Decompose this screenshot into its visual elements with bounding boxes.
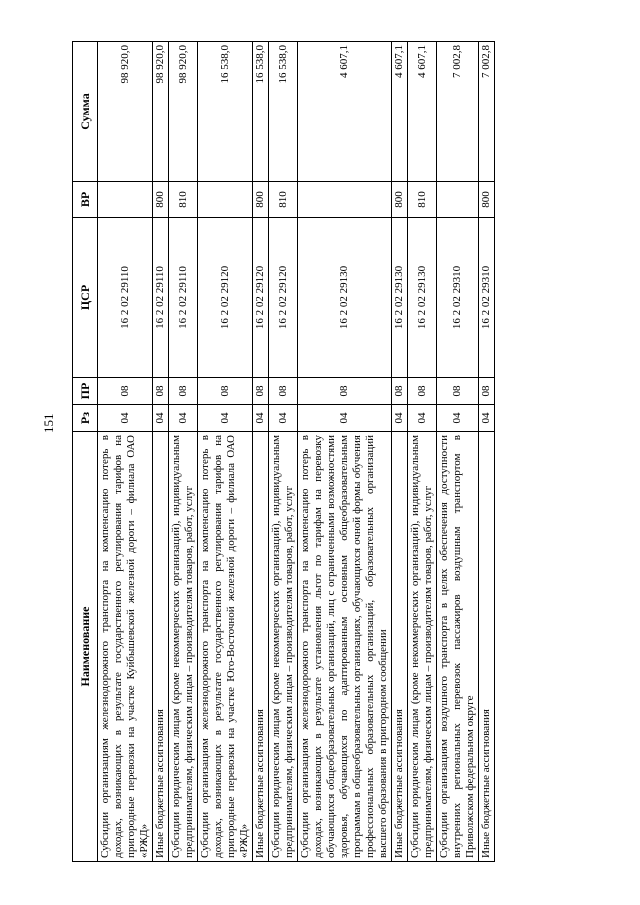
row-pr: 08 xyxy=(479,378,495,405)
row-csr: 16 2 02 29130 xyxy=(298,218,392,378)
row-vr: 800 xyxy=(479,182,495,218)
row-csr: 16 2 02 29130 xyxy=(392,218,408,378)
row-rz: 04 xyxy=(253,405,269,432)
row-pr: 08 xyxy=(169,378,198,405)
table-row xyxy=(408,42,437,862)
row-csr: 16 2 02 29310 xyxy=(437,218,479,378)
row-name: Субсидии организациям железнодорожного транспорта на компенсацию потерь в доходах, возникающих в результате государственного регулирования тарифов на пригородные перевозки на участке Юго-Восточной железной дороги – филиала ОАО «РЖД» xyxy=(198,432,253,862)
row-name: Субсидии организациям железнодорожного транспорта на компенсацию потерь в доходах, возникающих в результате установления льгот по тарифам на перевозку обучающихся общеобразовательных организаций, лиц с ограниченными возможностями здоровья, обучающихся по адаптированным основным общеобразовательным программам в общеобразовательных организациях, обучающихся очной формы обучения профессиональных образовательных организаций, образовательных организаций высшего образования в пригородном сообщении xyxy=(298,432,392,862)
row-name: Субсидии юридическим лицам (кроме некоммерческих организаций), индивидуальным предпринимателям, физическим лицам – производителям товаров, работ, услуг xyxy=(408,432,437,862)
row-vr: 800 xyxy=(153,182,169,218)
table-row xyxy=(98,42,153,862)
row-vr: 800 xyxy=(253,182,269,218)
row-name: Иные бюджетные ассигнования xyxy=(392,432,408,862)
row-sum: 4 607,1 xyxy=(408,42,437,182)
row-pr: 08 xyxy=(98,378,153,405)
row-sum: 98 920,0 xyxy=(98,42,153,182)
row-vr xyxy=(437,182,479,218)
row-vr xyxy=(198,182,253,218)
header-vr: ВР xyxy=(73,182,98,218)
row-name: Субсидии организациям железнодорожного транспорта на компенсацию потерь в доходах, возникающих в результате государственного регулирования тарифов на пригородные перевозки на участке Куйбышевской железной дороги – филиала ОАО «РЖД» xyxy=(98,432,153,862)
row-vr xyxy=(298,182,392,218)
row-rz: 04 xyxy=(98,405,153,432)
header-csr: ЦСР xyxy=(73,218,98,378)
row-csr: 16 2 02 29310 xyxy=(479,218,495,378)
table-row xyxy=(153,42,169,862)
row-rz: 04 xyxy=(169,405,198,432)
row-rz: 04 xyxy=(408,405,437,432)
row-rz: 04 xyxy=(269,405,298,432)
row-vr: 810 xyxy=(269,182,298,218)
row-sum: 16 538,0 xyxy=(253,42,269,182)
row-name: Субсидии юридическим лицам (кроме некоммерческих организаций), индивидуальным предпринимателям, физическим лицам – производителям товаров, работ, услуг xyxy=(269,432,298,862)
table-row xyxy=(437,42,479,862)
row-csr: 16 2 02 29110 xyxy=(98,218,153,378)
table-header-row xyxy=(73,42,98,862)
row-vr xyxy=(98,182,153,218)
row-rz: 04 xyxy=(153,405,169,432)
row-name: Иные бюджетные ассигнования xyxy=(479,432,495,862)
table-row xyxy=(169,42,198,862)
row-name: Иные бюджетные ассигнования xyxy=(153,432,169,862)
rotated-page-content xyxy=(72,42,629,862)
row-sum: 98 920,0 xyxy=(169,42,198,182)
budget-table xyxy=(72,41,495,862)
row-csr: 16 2 02 29130 xyxy=(408,218,437,378)
header-rz: Рз xyxy=(73,405,98,432)
header-name: Наименование xyxy=(73,432,98,862)
header-sum: Сумма xyxy=(73,42,98,182)
row-pr: 08 xyxy=(298,378,392,405)
row-pr: 08 xyxy=(437,378,479,405)
row-rz: 04 xyxy=(479,405,495,432)
row-pr: 08 xyxy=(269,378,298,405)
row-name: Субсидии организациям воздушного транспорта в целях обеспечения доступности внутренних региональных перевозок пассажиров воздушным транспортом в Приволжском федеральном округе xyxy=(437,432,479,862)
row-sum: 7 002,8 xyxy=(437,42,479,182)
row-sum: 98 920,0 xyxy=(153,42,169,182)
table-row xyxy=(298,42,392,862)
row-rz: 04 xyxy=(198,405,253,432)
row-sum: 4 607,1 xyxy=(392,42,408,182)
table-row xyxy=(479,42,495,862)
row-sum: 7 002,8 xyxy=(479,42,495,182)
row-name: Субсидии юридическим лицам (кроме некоммерческих организаций), индивидуальным предпринимателям, физическим лицам – производителям товаров, работ, услуг xyxy=(169,432,198,862)
row-name: Иные бюджетные ассигнования xyxy=(253,432,269,862)
row-sum: 4 607,1 xyxy=(298,42,392,182)
table-row xyxy=(269,42,298,862)
row-vr: 800 xyxy=(392,182,408,218)
table-row xyxy=(253,42,269,862)
row-rz: 04 xyxy=(392,405,408,432)
row-csr: 16 2 02 29120 xyxy=(198,218,253,378)
row-csr: 16 2 02 29120 xyxy=(269,218,298,378)
row-csr: 16 2 02 29110 xyxy=(153,218,169,378)
row-sum: 16 538,0 xyxy=(198,42,253,182)
row-rz: 04 xyxy=(437,405,479,432)
page-number: 151 xyxy=(41,413,56,433)
table-row xyxy=(392,42,408,862)
row-pr: 08 xyxy=(408,378,437,405)
row-rz: 04 xyxy=(298,405,392,432)
header-pr: ПР xyxy=(73,378,98,405)
row-vr: 810 xyxy=(169,182,198,218)
row-vr: 810 xyxy=(408,182,437,218)
row-sum: 16 538,0 xyxy=(269,42,298,182)
row-pr: 08 xyxy=(153,378,169,405)
row-csr: 16 2 02 29110 xyxy=(169,218,198,378)
row-pr: 08 xyxy=(392,378,408,405)
row-csr: 16 2 02 29120 xyxy=(253,218,269,378)
table-row xyxy=(198,42,253,862)
row-pr: 08 xyxy=(253,378,269,405)
row-pr: 08 xyxy=(198,378,253,405)
